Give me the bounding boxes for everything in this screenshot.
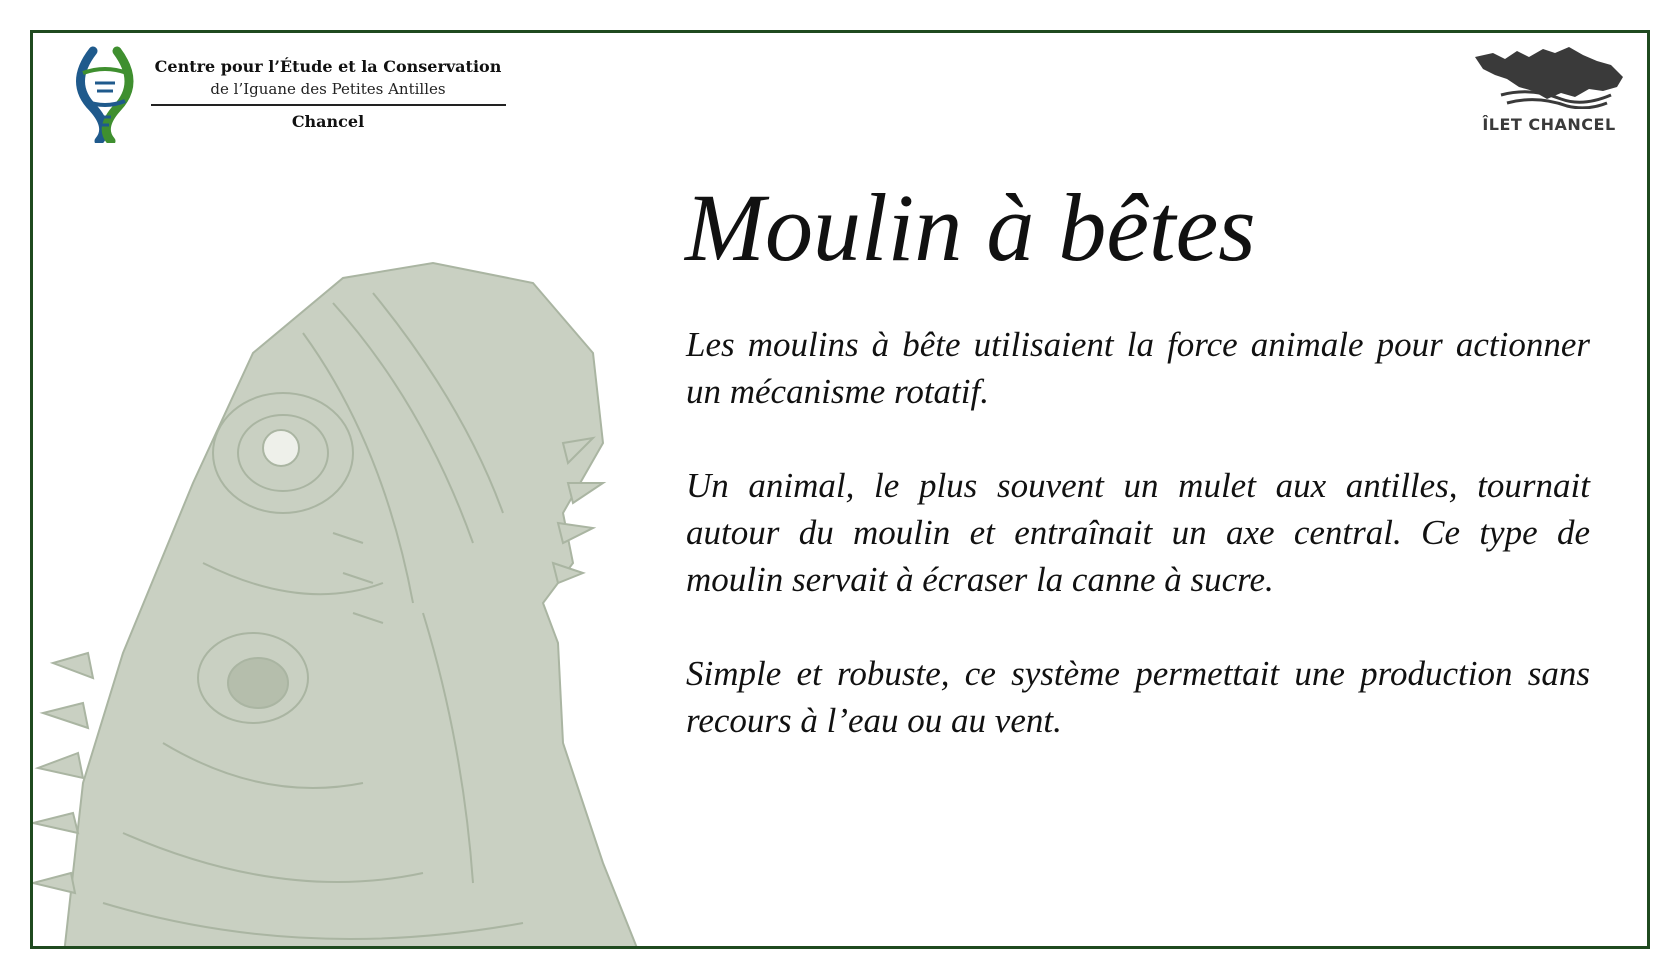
panel-frame <box>30 30 1650 949</box>
org-name-line2: de l’Iguane des Petites Antilles <box>210 80 446 98</box>
iguana-illustration <box>30 183 703 949</box>
organisation-name <box>148 57 508 131</box>
island-map-icon <box>1471 43 1627 109</box>
org-name-line3: Chancel <box>291 112 365 131</box>
page-title: Moulin à bêtes <box>685 174 1256 281</box>
ilet-chancel-logo <box>1471 43 1627 143</box>
org-name-line1: Centre pour l’Étude et la Conservation <box>154 57 502 76</box>
paragraph-3: Simple et robuste, ce système permettait une production sans recours à l’eau ou au vent. <box>686 654 1590 740</box>
body-text <box>686 321 1590 791</box>
org-divider <box>151 104 506 106</box>
paragraph-1: Les moulins à bête utilisaient la force animale pour actionner un mécanisme rotatif. <box>686 325 1590 411</box>
dna-helix-icon <box>63 43 147 143</box>
paragraph-2: Un animal, le plus souvent un mulet aux antilles, tournait autour du moulin et entraînait un axe central. Ce type de moulin servait à écraser la canne à sucre. <box>686 466 1590 599</box>
island-label: ÎLET CHANCEL <box>1482 115 1616 134</box>
